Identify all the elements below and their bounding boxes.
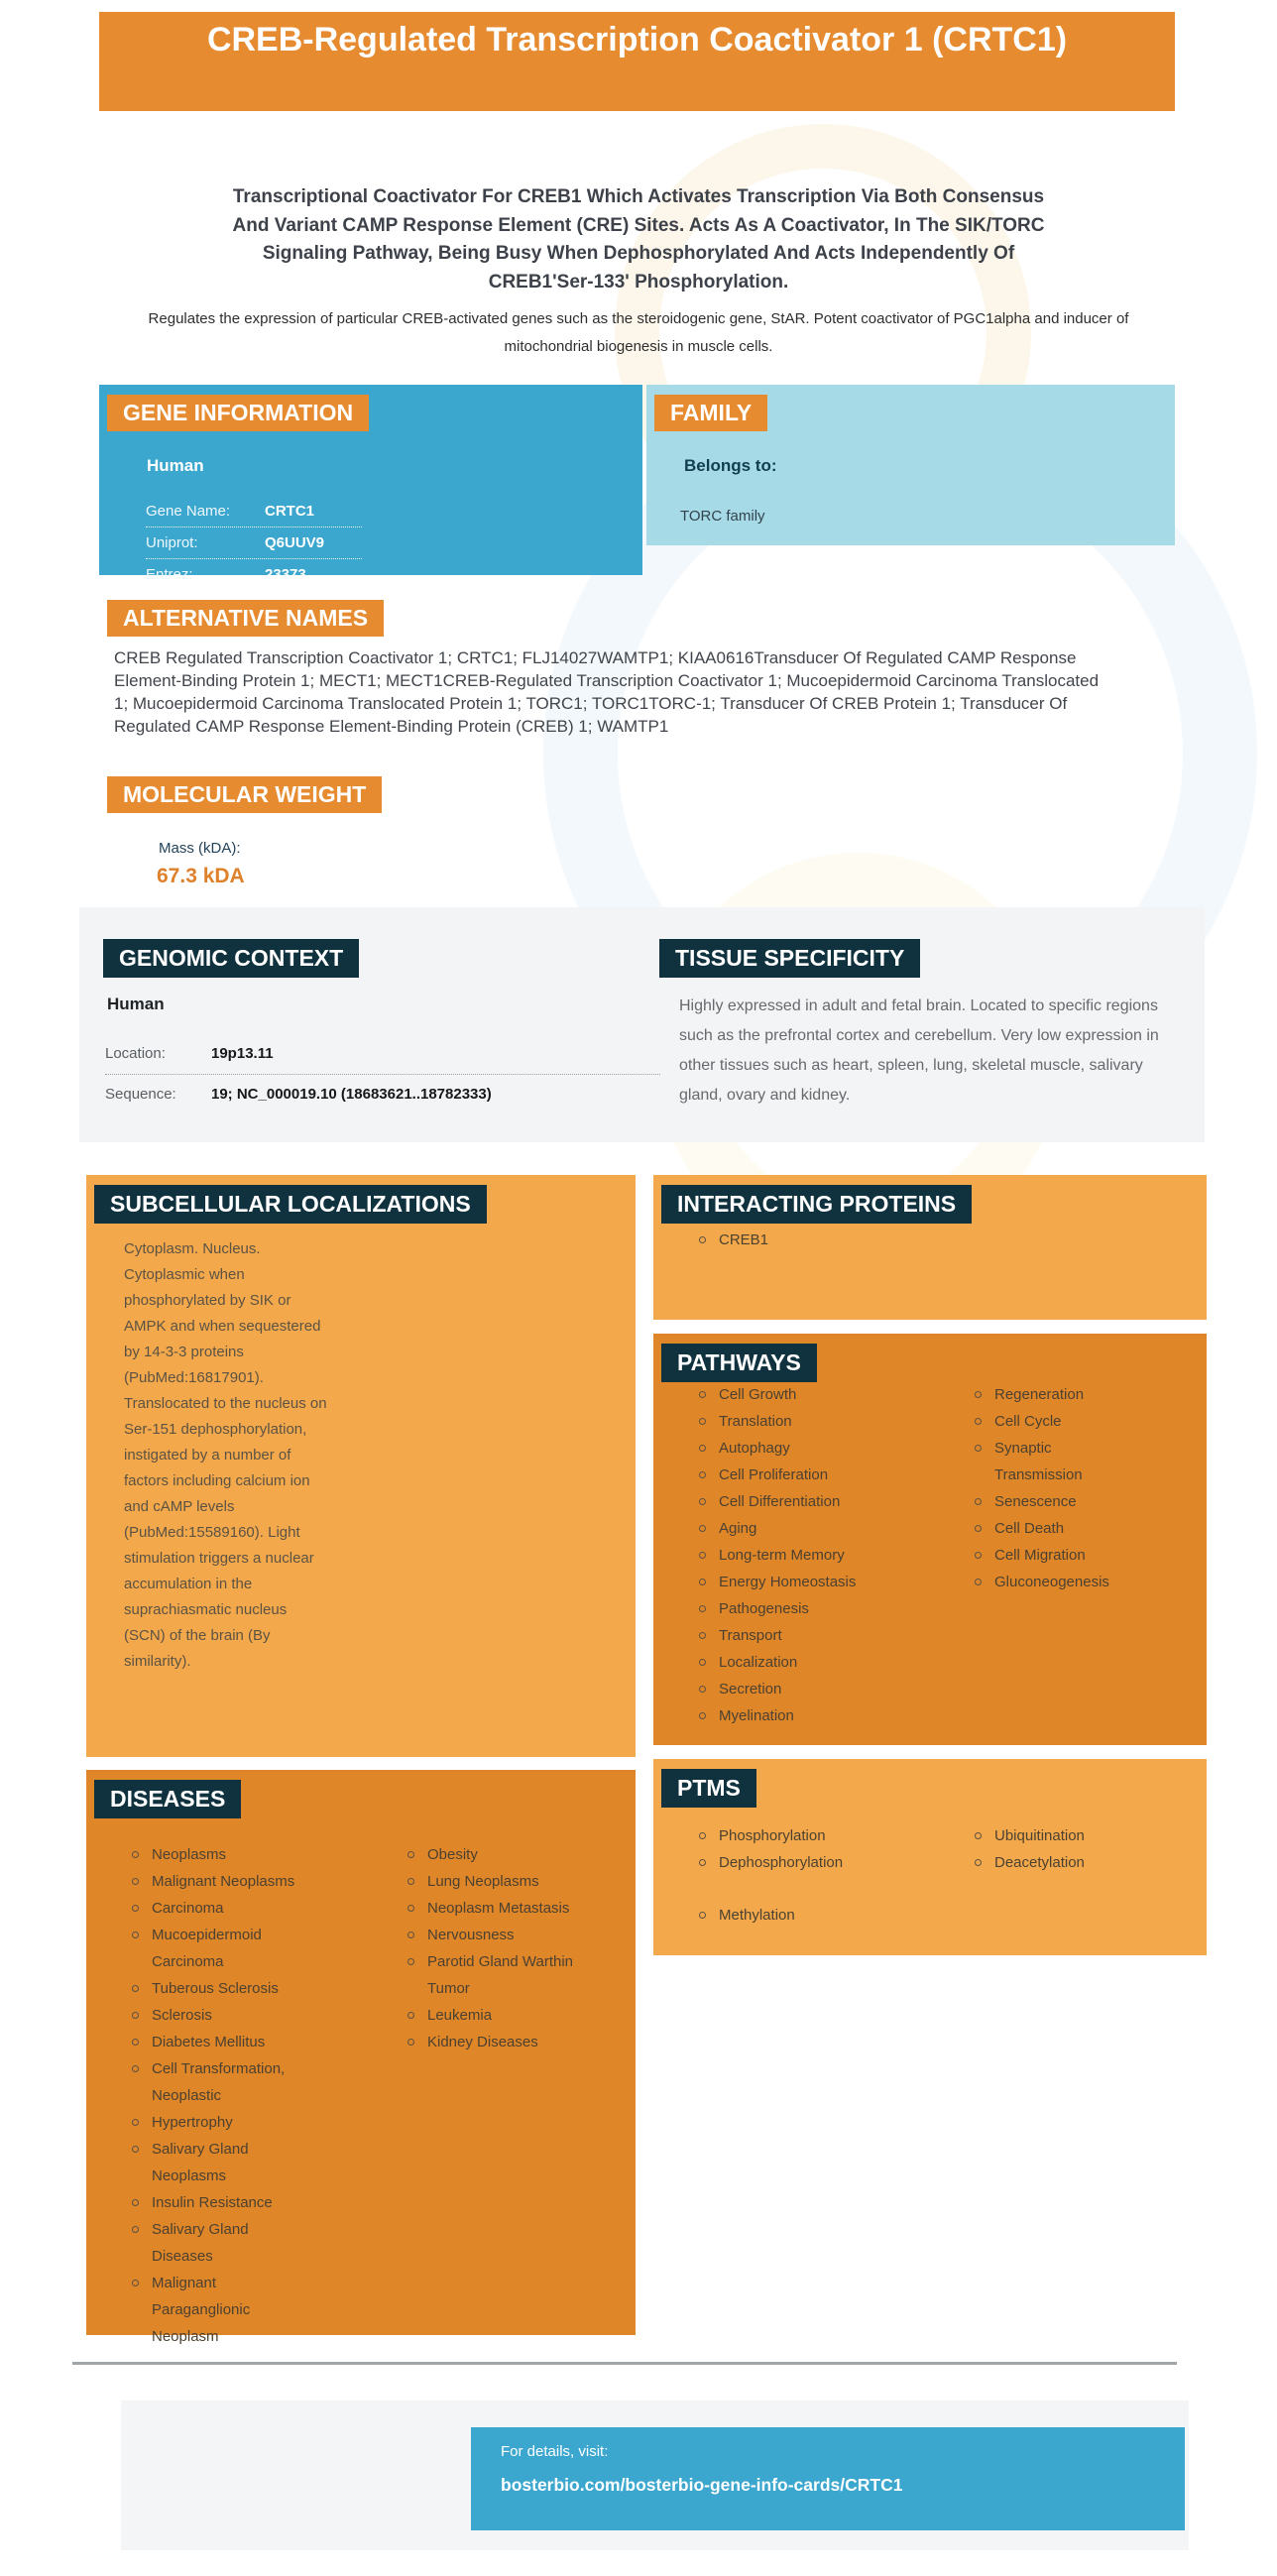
pathways-box — [653, 1334, 1207, 1745]
diseases-header: DISEASES — [94, 1780, 241, 1818]
pathways-list-col1 — [697, 1381, 875, 1729]
subcellular-localizations-text: Cytoplasm. Nucleus. Cytoplasmic when phosphorylated by SIK or AMPK and when sequestered by 14-3-3 proteins (PubMed:16817901). Translocated to the nucleus on Ser-151 dephosphorylation, instigated by a number of factors including calcium ion and cAMP levels (PubMed:15589160). Light stimulation triggers a nuclear accumulation in the suprachiasmatic nucleus (SCN) of the brain (By similarity). — [124, 1240, 327, 1670]
species-label: Human — [147, 456, 204, 475]
field-value: 23373 — [265, 566, 306, 583]
list-item: Autophagy — [697, 1435, 875, 1462]
diseases-box — [86, 1770, 636, 2345]
family-header: FAMILY — [654, 395, 767, 431]
list-item: Dephosphorylation — [697, 1849, 875, 1876]
interacting-proteins-box — [653, 1175, 1207, 1320]
ptms-list-col2 — [973, 1822, 1143, 1876]
list-item: Leukemia — [406, 2002, 576, 2029]
list-item: Cell Growth — [697, 1381, 875, 1408]
list-item: CREB1 — [697, 1227, 875, 1253]
mass-label: Mass (kDA): — [159, 840, 241, 857]
list-item: Senescence — [973, 1488, 1143, 1515]
list-item: Kidney Diseases — [406, 2029, 576, 2055]
list-item: Long-term Memory — [697, 1542, 875, 1569]
list-item: Cell Cycle — [973, 1408, 1143, 1435]
field-value: 19p13.11 — [211, 1045, 274, 1062]
uniprot-row — [146, 527, 362, 559]
list-item: Phosphorylation — [697, 1822, 875, 1849]
list-item: Neoplasms — [130, 1841, 304, 1868]
list-item: Neoplasm Metastasis — [406, 1895, 576, 1922]
diseases-list-col1 — [130, 1841, 304, 2350]
family-value: TORC family — [680, 508, 765, 525]
interacting-proteins-header: INTERACTING PROTEINS — [661, 1185, 972, 1224]
field-label: Gene Name: — [146, 503, 231, 520]
list-item: Methylation — [697, 1902, 875, 1929]
list-item: Cell Death — [973, 1515, 1143, 1542]
list-item: Energy Homeostasis — [697, 1569, 875, 1595]
page-title: CREB-Regulated Transcription Coactivator 1 (CRTC1) — [206, 21, 1068, 59]
page-title-banner — [99, 12, 1175, 111]
field-label: Sequence: — [105, 1086, 176, 1103]
footer-link-box — [471, 2427, 1185, 2530]
list-item: Transport — [697, 1622, 875, 1649]
list-item: Insulin Resistance — [130, 2189, 304, 2216]
list-item: Sclerosis — [130, 2002, 304, 2029]
footer-divider — [72, 2362, 1177, 2365]
sequence-row — [105, 1075, 660, 1114]
list-item: Gluconeogenesis — [973, 1569, 1143, 1595]
pathways-list-col2 — [973, 1381, 1143, 1595]
list-item: Salivary Gland Neoplasms — [130, 2136, 304, 2189]
list-item: Ubiquitination — [973, 1822, 1143, 1849]
pathways-header: PATHWAYS — [661, 1344, 817, 1382]
field-label: Entrez: — [146, 566, 193, 583]
family-box — [646, 385, 1175, 545]
list-item: Malignant Paraganglionic Neoplasm — [130, 2270, 304, 2350]
list-item: Secretion — [697, 1676, 875, 1702]
list-item: Carcinoma — [130, 1895, 304, 1922]
field-value: Q6UUV9 — [265, 534, 325, 551]
subcellular-localizations-box — [86, 1175, 636, 1757]
footer-visit-label: For details, visit: — [501, 2443, 609, 2460]
list-item: Cell Transformation, Neoplastic — [130, 2055, 304, 2109]
list-item: Mucoepidermoid Carcinoma — [130, 1922, 304, 1975]
ptms-header: PTMS — [661, 1769, 756, 1808]
ptms-list-col1 — [697, 1822, 875, 1929]
list-item: Deacetylation — [973, 1849, 1143, 1876]
list-item: Synaptic Transmission — [973, 1435, 1143, 1488]
field-label: Uniprot: — [146, 534, 198, 551]
list-item: Obesity — [406, 1841, 576, 1868]
list-item: Nervousness — [406, 1922, 576, 1948]
species-label: Human — [107, 995, 165, 1013]
gene-information-rows — [146, 496, 362, 590]
field-label: Location: — [105, 1045, 166, 1062]
ptms-box — [653, 1759, 1207, 1955]
alternative-names-text: CREB Regulated Transcription Coactivator 1; CRTC1; FLJ14027WAMTP1; KIAA0616Transducer Of Regulated CAMP Response Element-Binding Protein 1; MECT1; MECT1CREB-Regulated Transcription Coactivator 1; Mucoepidermoid Carcinoma Translocated 1; Mucoepidermoid Carcinoma Translocated Protein 1; TORC1; TORC1TORC-1; Transducer Of CREB Protein 1; Transducer Of Regulated CAMP Response Element-Binding Protein (CREB) 1; WAMTP1 — [114, 648, 1100, 736]
list-item: Malignant Neoplasms — [130, 1868, 304, 1895]
genomic-context-rows — [105, 1034, 660, 1114]
entrez-row — [146, 559, 362, 590]
list-item: Diabetes Mellitus — [130, 2029, 304, 2055]
gene-summary-detail: Regulates the expression of particular CREB-activated genes such as the steroidogenic gene, StAR. Potent coactivator of PGC1alpha and inducer of mitochondrial biogenesis in muscle cells. — [148, 310, 1129, 355]
tissue-specificity-text: Highly expressed in adult and fetal brain. Located to specific regions such as the prefrontal cortex and cerebellum. Very low expression in other tissues such as heart, spleen, lung, skeletal muscle, salivary gland, ovary and kidney. — [679, 997, 1159, 1104]
list-item: Cell Migration — [973, 1542, 1143, 1569]
gene-information-header: GENE INFORMATION — [107, 395, 369, 431]
list-item: Cell Proliferation — [697, 1462, 875, 1488]
list-item: Translation — [697, 1408, 875, 1435]
list-item: Parotid Gland Warthin Tumor — [406, 1948, 576, 2002]
mass-value: 67.3 kDA — [157, 865, 245, 887]
alternative-names-header: ALTERNATIVE NAMES — [107, 600, 384, 637]
molecular-weight-header: MOLECULAR WEIGHT — [107, 776, 382, 813]
gene-summary-bold: Transcriptional Coactivator For CREB1 Which Activates Transcription Via Both Consensus And Variant CAMP Response Element (CRE) Sites. Acts As A Coactivator, In The SIK/TORC Signaling Pathway, Being Busy When Dephosphorylated And Acts Independently Of CREB1'Ser-133' Phosphorylation. — [232, 186, 1045, 293]
list-item: Tuberous Sclerosis — [130, 1975, 304, 2002]
list-item: Lung Neoplasms — [406, 1868, 576, 1895]
list-item: Hypertrophy — [130, 2109, 304, 2136]
footer-url-link[interactable]: bosterbio.com/bosterbio-gene-info-cards/CRTC1 — [501, 2475, 903, 2495]
tissue-specificity-header: TISSUE SPECIFICITY — [659, 939, 920, 978]
field-value: CRTC1 — [265, 503, 315, 520]
gene-information-box — [99, 385, 642, 583]
list-item: Aging — [697, 1515, 875, 1542]
list-item: Cell Differentiation — [697, 1488, 875, 1515]
genomic-tissue-panel — [79, 907, 1205, 1142]
diseases-list-col2 — [406, 1841, 576, 2055]
list-item: Regeneration — [973, 1381, 1143, 1408]
location-row — [105, 1034, 660, 1075]
list-item: Localization — [697, 1649, 875, 1676]
subcellular-localizations-header: SUBCELLULAR LOCALIZATIONS — [94, 1185, 487, 1224]
gene-name-row — [146, 496, 362, 527]
footer-panel — [121, 2400, 1189, 2550]
list-item: Pathogenesis — [697, 1595, 875, 1622]
belongs-to-label: Belongs to: — [684, 456, 777, 475]
interacting-proteins-list — [697, 1227, 875, 1253]
field-value: 19; NC_000019.10 (18683621..18782333) — [211, 1086, 492, 1103]
genomic-context-header: GENOMIC CONTEXT — [103, 939, 359, 978]
list-item: Salivary Gland Diseases — [130, 2216, 304, 2270]
list-item: Myelination — [697, 1702, 875, 1729]
